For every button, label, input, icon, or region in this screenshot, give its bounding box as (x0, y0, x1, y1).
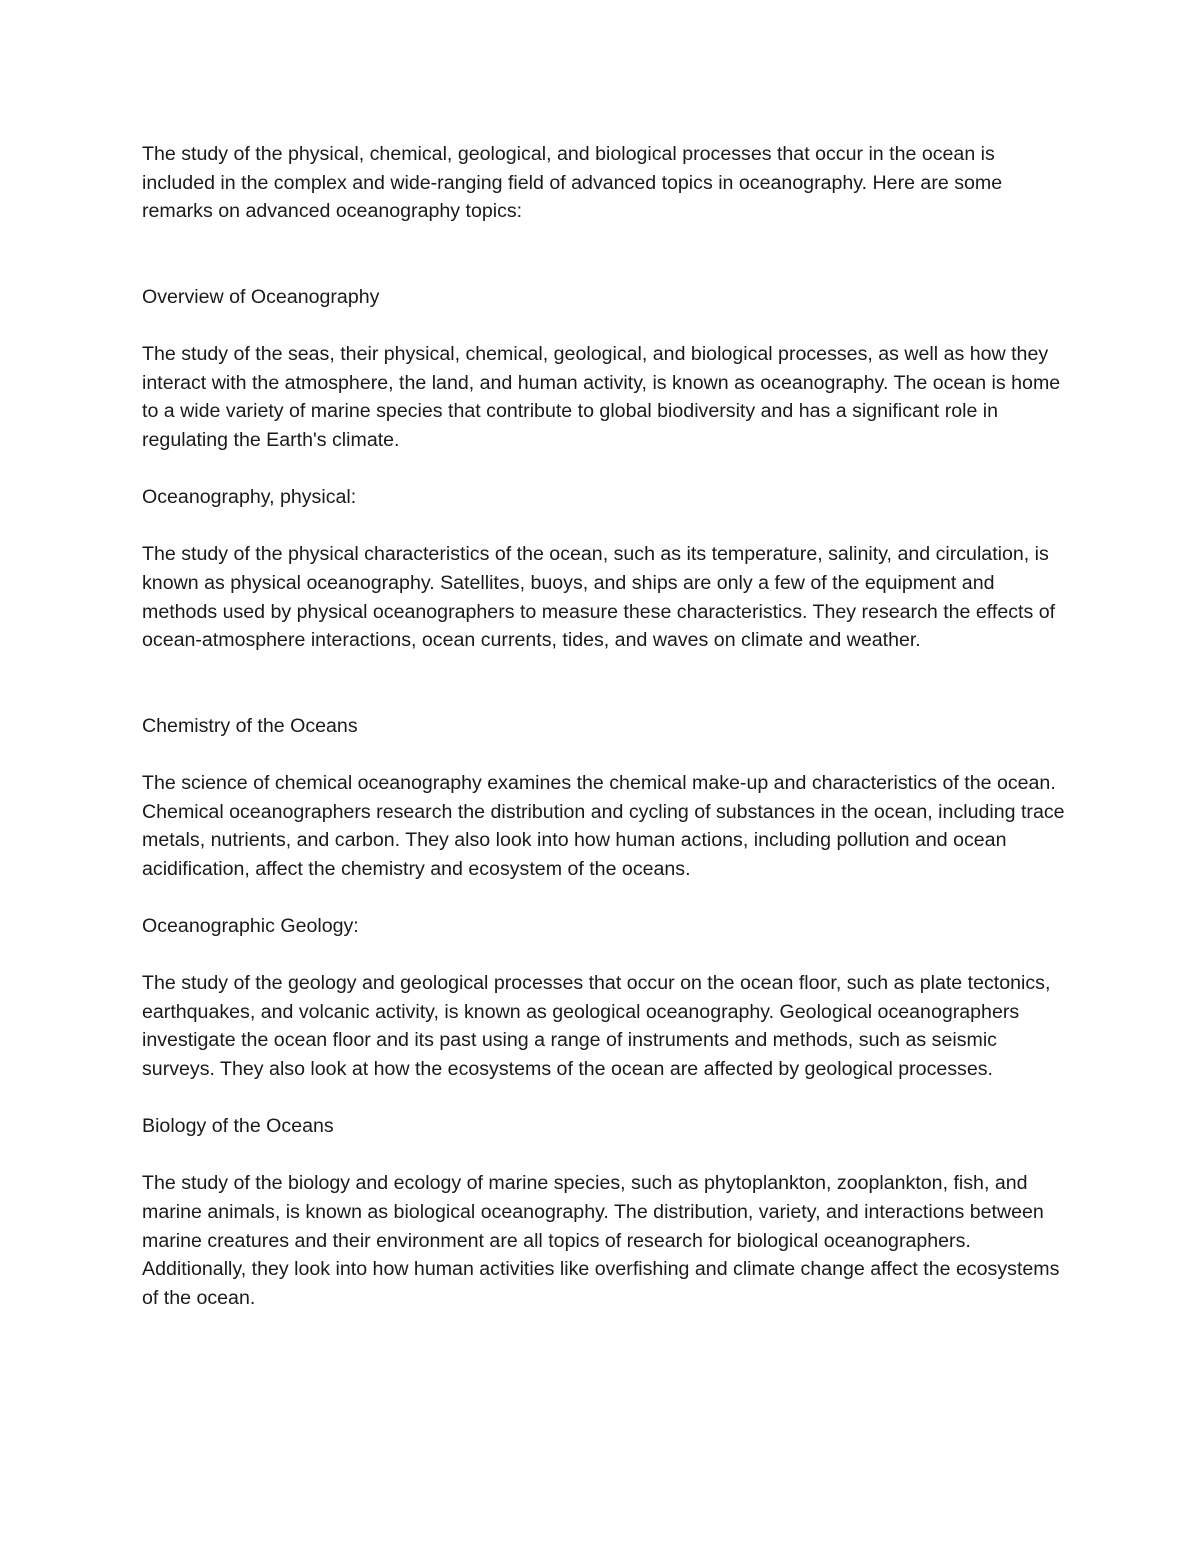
section-body-geology: The study of the geology and geological processes that occur on the ocean floor, such as plate tectonics, earthquakes, and volcanic activity, is known as geological oceanography. Geological oceanographers investigate the ocean floor and its past using a range of instruments and methods, such as seismic surveys. They also look at how the ecosystems of the ocean are affected by geological processes. (142, 972, 1051, 1080)
section-heading-overview: Overview of Oceanography (142, 285, 380, 308)
intro-paragraph: The study of the physical, chemical, geological, and biological processes that occur in the ocean is included in the complex and wide-ranging field of advanced topics in oceanography. Here are some remarks on advanced oceanography topics: (142, 143, 1003, 223)
section-heading-geology: Oceanographic Geology: (142, 915, 359, 938)
section-body-physical: The study of the physical characteristics of the ocean, such as its temperature, salinity, and circulation, is known as physical oceanography. Satellites, buoys, and ships are only a few of the equipment and methods used by physical oceanographers to measure these characteristics. They research the effects of ocean-atmosphere interactions, ocean currents, tides, and waves on climate and weather. (142, 543, 1056, 652)
section-body-chemistry: The science of chemical oceanography examines the chemical make-up and characteristics of the ocean. Chemical oceanographers research the distribution and cycling of substances in the ocean, including trace metals, nutrients, and carbon. They also look into how human actions, including pollution and ocean acidification, affect the chemistry and ecosystem of the oceans. (142, 772, 1065, 880)
section-body-biology: The study of the biology and ecology of marine species, such as phytoplankton, zooplankton, fish, and marine animals, is known as biological oceanography. The distribution, variety, and interactions between marine creatures and their environment are all topics of research for biological oceanographers. Additionally, they look into how human activities like overfishing and climate change affect the ecosystems of the ocean. (142, 1172, 1060, 1309)
section-body-overview: The study of the seas, their physical, chemical, geological, and biological processes, as well as how they interact with the atmosphere, the land, and human activity, is known as oceanography. The ocean is home to a wide variety of marine species that contribute to global biodiversity and has a significant role in regulating the Earth's climate. (142, 343, 1061, 451)
section-heading-chemistry: Chemistry of the Oceans (142, 714, 358, 737)
section-heading-biology: Biology of the Oceans (142, 1115, 334, 1138)
section-heading-physical: Oceanography, physical: (142, 486, 357, 509)
document-body (142, 140, 1067, 1312)
